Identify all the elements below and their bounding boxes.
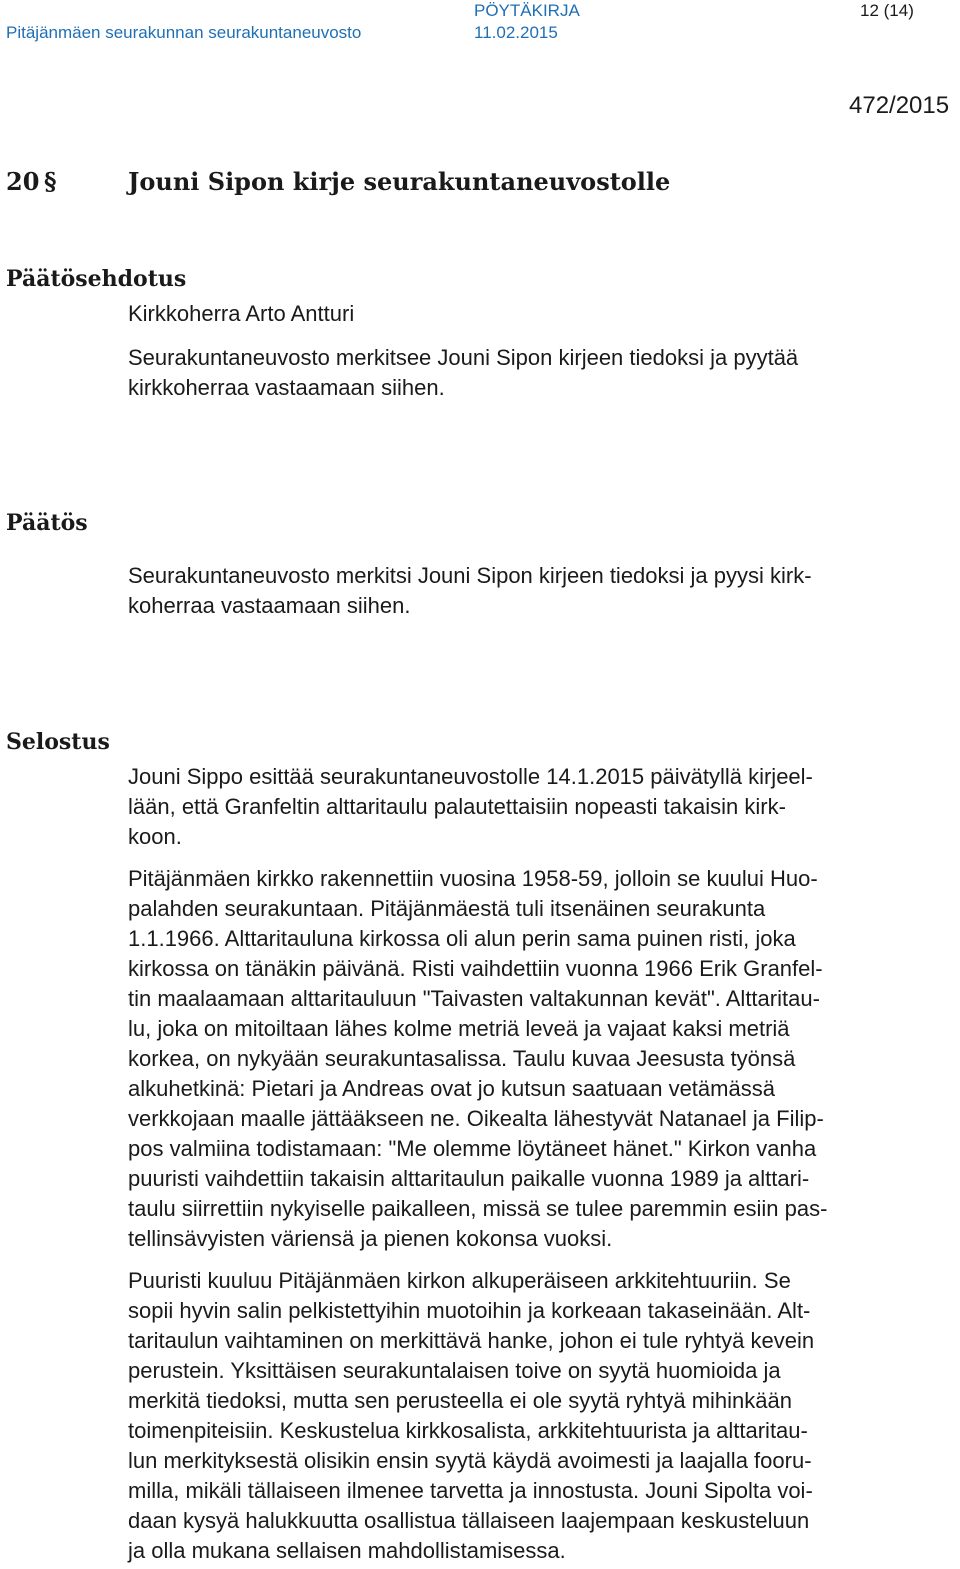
decision-heading: Päätös [6, 510, 88, 536]
document-number: 472/2015 [849, 92, 950, 119]
text-line: Pitäjänmäen kirkko rakennettiin vuosina 1958-59, jolloin se kuului Huo- [128, 866, 818, 891]
explanation-text [128, 762, 954, 1566]
header-date: 11.02.2015 [474, 23, 558, 42]
text-line: 1.1.1966. Alttaritauluna kirkossa oli alun perin sama puinen risti, joka [128, 926, 796, 951]
text-line: palahden seurakuntaan. Pitäjänmäestä tuli itsenäinen seurakunta [128, 896, 766, 921]
text-line: daan kysyä halukkuutta osallistua tällaiseen laajempaan keskusteluun [128, 1508, 810, 1533]
text-line: Seurakuntaneuvosto merkitsee Jouni Sipon kirjeen tiedoksi ja pyytää [128, 345, 799, 370]
page-number: 12 (14) [860, 1, 914, 20]
paragraph [128, 1266, 954, 1566]
text-line: tellinsävyisten väriensä ja pienen kokonsa vuoksi. [128, 1226, 613, 1251]
decision-text [128, 561, 954, 621]
text-line: perustein. Yksittäisen seurakuntalaisen toive on syytä huomioida ja [128, 1358, 781, 1383]
paragraph [128, 864, 954, 1254]
section-symbol: § [44, 167, 57, 196]
text-line: alkuhetkinä: Pietari ja Andreas ovat jo kutsun saatuaan vetämässä [128, 1076, 775, 1101]
text-line: sopii hyvin salin pelkistettyihin muotoihin ja korkeaan takaseinään. Alt- [128, 1298, 811, 1323]
document-type: PÖYTÄKIRJA [474, 1, 580, 20]
organization-name: Pitäjänmäen seurakunnan seurakuntaneuvosto [6, 23, 362, 42]
text-line: koherraa vastaamaan siihen. [128, 593, 411, 618]
text-line: Jouni Sippo esittää seurakuntaneuvostolle 14.1.2015 päivätyllä kirjeel- [128, 764, 813, 789]
text-line: kirkossa on tänäkin päivänä. Risti vaihdettiin vuonna 1966 Erik Granfel- [128, 956, 823, 981]
text-line: kirkkoherraa vastaamaan siihen. [128, 375, 445, 400]
text-line: taritaulun vaihtaminen on merkittävä hanke, johon ei tule ryhtyä kevein [128, 1328, 815, 1353]
text-line: lu, joka on mitoiltaan lähes kolme metriä leveä ja vajaat kaksi metriä [128, 1016, 790, 1041]
text-line: taulu siirrettiin nykyiselle paikalleen, missä se tulee paremmin esiin pas- [128, 1196, 828, 1221]
text-line: korkea, on nykyään seurakuntasalissa. Taulu kuvaa Jeesusta työnsä [128, 1046, 796, 1071]
text-line: verkkojaan maalle jättääkseen ne. Oikealta lähestyvät Natanael ja Filip- [128, 1106, 824, 1131]
text-line: ja olla mukana sellaisen mahdollistamisessa. [128, 1538, 566, 1563]
text-line: pos valmiina todistamaan: "Me olemme löytäneet hänet." Kirkon vanha [128, 1136, 817, 1161]
text-line: Seurakuntaneuvosto merkitsi Jouni Sipon kirjeen tiedoksi ja pyysi kirk- [128, 563, 812, 588]
text-line: Puuristi kuuluu Pitäjänmäen kirkon alkuperäiseen arkkitehtuuriin. Se [128, 1268, 791, 1293]
text-line: lään, että Granfeltin alttaritaulu palautettaisiin nopeasti takaisin kirk- [128, 794, 786, 819]
proposal-heading: Päätösehdotus [6, 266, 187, 292]
text-line: koon. [128, 824, 182, 849]
paragraph [128, 762, 954, 852]
proposal-text [128, 343, 954, 403]
section-number: 20 [6, 167, 40, 196]
text-line: merkitä tiedoksi, mutta sen perusteella ei ole syytä ryhtyä mihinkään [128, 1388, 792, 1413]
text-line: toimenpiteisiin. Keskustelua kirkkosalista, arkkitehtuurista ja alttaritau- [128, 1418, 808, 1443]
text-line: puuristi vaihdettiin takaisin alttaritaulun paikalle vuonna 1989 ja alttari- [128, 1166, 810, 1191]
explanation-heading: Selostus [6, 729, 110, 755]
text-line: tin maalaamaan alttaritauluun "Taivasten valtakunnan kevät". Alttaritau- [128, 986, 820, 1011]
text-line: lun merkityksestä olisikin ensin syytä käydä avoimesti ja laajalla fooru- [128, 1448, 812, 1473]
section-title: Jouni Sipon kirje seurakuntaneuvostolle [128, 167, 671, 196]
text-line: milla, mikäli tällaiseen ilmenee tarvetta ja innostusta. Jouni Sipolta voi- [128, 1478, 813, 1503]
proposal-presenter: Kirkkoherra Arto Antturi [128, 301, 355, 326]
